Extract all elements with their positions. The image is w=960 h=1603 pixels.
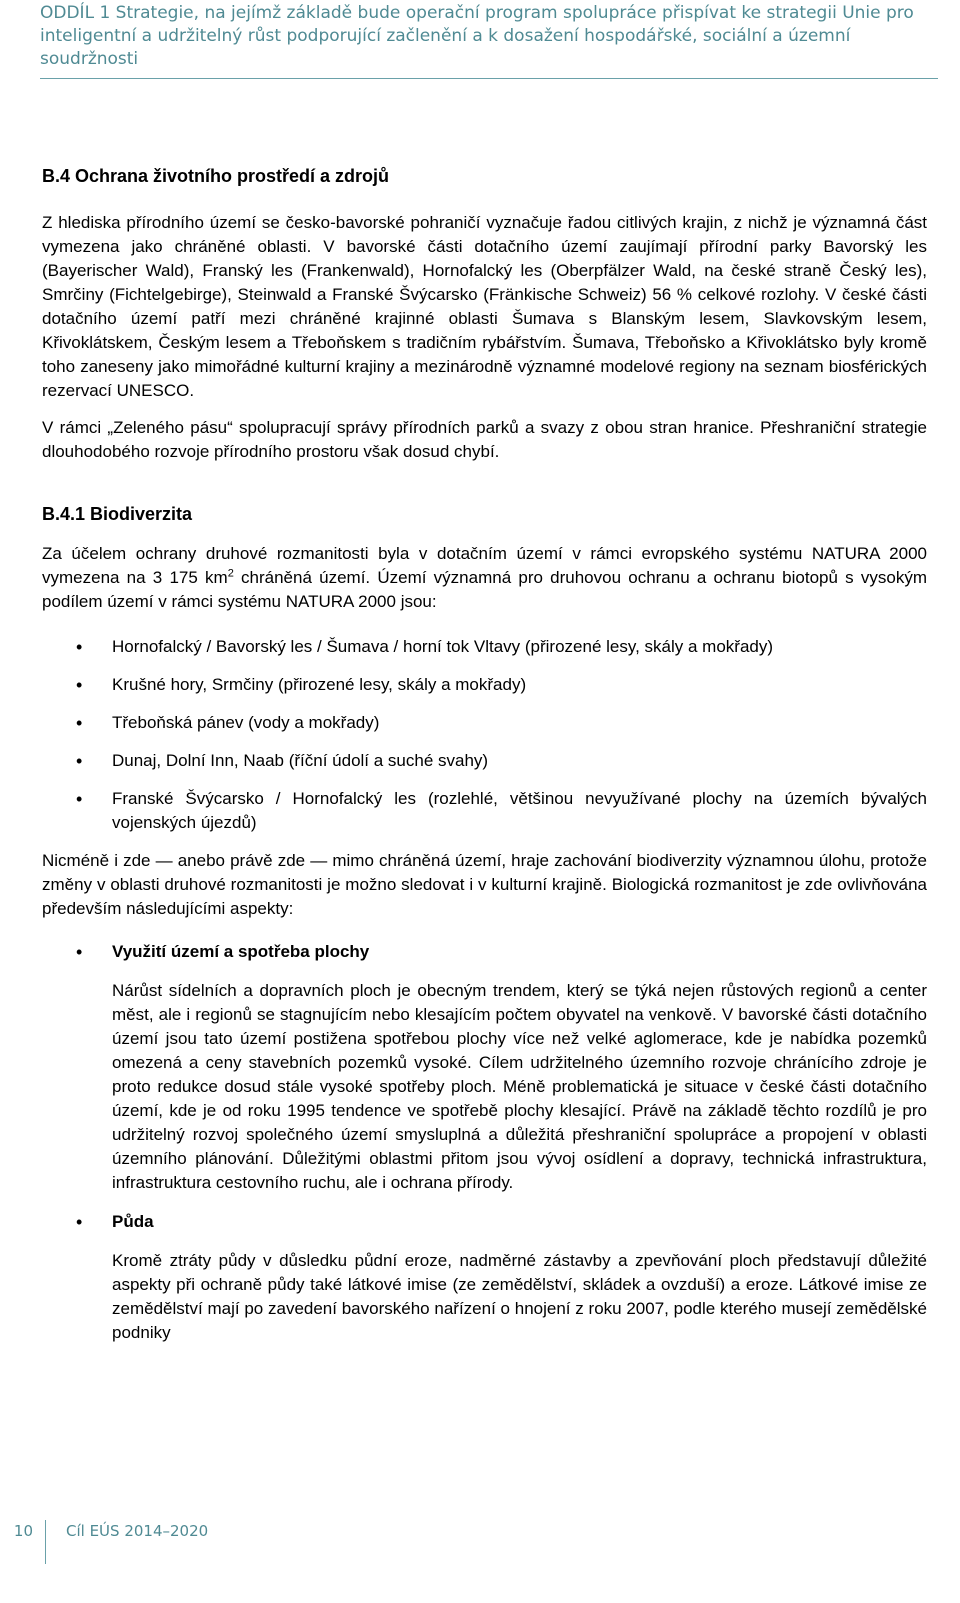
document-body [42,164,927,1360]
aspect-item [42,1210,927,1345]
footer-divider [45,1520,46,1564]
page-footer [0,1520,960,1603]
aspect-item [42,940,927,1195]
running-header: ODDÍL 1 Strategie, na jejímž základě bude operační program spolupráce přispívat ke strategii Unie pro inteligentní a udržitelný růst podporující začlenění a k dosažení hospodářské, sociální a územní soudržnosti [40,3,914,69]
biodiversity-paragraph: Nicméně i zde — anebo právě zde — mimo chráněná území, hraje zachování biodiverzity významnou úlohu, protože změny v oblasti druhové rozmanitosti je možno sledovat i v kulturní krajině. Biologická rozmanitost je zde ovlivňována především následujícími aspekty: [42,851,927,918]
subsection-heading: B.4.1 Biodiverzita [42,504,193,524]
footer-title: Cíl EÚS 2014–2020 [66,1522,209,1540]
list-item: • Dunaj, Dolní Inn, Naab (říční údolí a suché svahy) [42,749,927,773]
list-item: • Krušné hory, Srmčiny (přirozené lesy, skály a mokřady) [42,673,927,697]
aspects-list [42,940,927,1345]
list-item: • Třeboňská pánev (vody a mokřady) [42,711,927,735]
superscript: 2 [227,567,234,580]
list-item: • Hornofalcký / Bavorský les / Šumava / horní tok Vltavy (přirozené lesy, skály a mokřady) [42,635,927,659]
header-divider [40,78,938,79]
aspect-text: Kromě ztráty půdy v důsledku půdní eroze, nadměrné zástavby a zpevňování ploch představují důležité aspekty při ochraně půdy také látkové imise (ze zemědělství, skládek a ovzduší) a eroze. Látkové imise ze zemědělství mají po zavedení bavorského nařízení o hnojení z roku 2007, podle kterého musejí zemědělské podniky [112,1251,927,1342]
list-item: • Franské Švýcarsko / Hornofalcký les (rozlehlé, většinou nevyužívané plochy na územích bývalých vojenských újezdů) [42,787,927,835]
natura-list [42,635,927,835]
aspect-title: • Využití území a spotřeba plochy [112,942,370,961]
subsection-intro: Za účelem ochrany druhové rozmanitosti byla v dotačním území v rámci evropského systému NATURA 2000 vymezena na 3 175 $km^2$ chráněná území. Území významná pro druhovou ochranu a ochranu biotopů s vysokým podílem území v rámci systému NATURA 2000 jsou: [42,544,927,611]
aspect-text: Nárůst sídelních a dopravních ploch je obecným trendem, který se týká nejen růstových regionů a center měst, ale i regionů se stagnujícím nebo klesajícím počtem obyvatel na venkově. V bavorské části dotačního území jsou tato území postižena spotřebou plochy více než velké aglomerace, kde je nabídka pozemků omezená a ceny stavebních pozemků vysoké. Cílem udržitelného územního rozvoje chránícího zdroje je proto redukce dosud stále vysoké spotřeby ploch. Méně problematická je situace v české části dotačního území, kde je od roku 1995 tendence ve spotřebě plochy klesající. Právě na základě těchto rozdílů je pro udržitelný rozvoj společného území smysluplná a důležitá přeshraniční spolupráce a propojení v oblasti územního plánování. Důležitými oblastmi přitom jsou vývoj osídlení a dopravy, technická infrastruktura, infrastruktura cestovního ruchu, ale i ochrana přírody. [112,981,927,1192]
section-heading: B.4 Ochrana životního prostředí a zdrojů [42,166,390,186]
section-paragraph-2: V rámci „Zeleného pásu“ spolupracují správy přírodních parků a svazy z obou stran hranice. Přeshraniční strategie dlouhodobého rozvoje přírodního prostoru však dosud chybí. [42,418,927,461]
page-number: 10 [13,1522,33,1540]
aspect-title: • Půda [112,1212,154,1231]
section-paragraph-1: Z hlediska přírodního území se česko-bavorské pohraničí vyznačuje řadou citlivých krajin, z nichž je významná část vymezena jako chráněné oblasti. V bavorské části dotačního území zaujímají přírodní parky Bavorský les (Bayerischer Wald), Franský les (Frankenwald), Hornofalcký les (Oberpfälzer Wald, na české straně Český les), Smrčiny (Fichtelgebirge), Steinwald a Franské Švýcarsko (Fränkische Schweiz) 56 % celkové rozlohy. V české části dotačního území patří mezi chráněné krajinné oblasti Šumava s Blanským lesem, Slavkovským lesem, Křivoklátskem, Českým lesem a Třeboňskem s tradičním rybářstvím. Šumava, Třeboňsko a Křivoklátsko byly kromě toho zaneseny jako mimořádné kulturní krajiny a mezinárodně významné modelové regiony na seznam biosférických rezervací UNESCO. [42,213,927,400]
